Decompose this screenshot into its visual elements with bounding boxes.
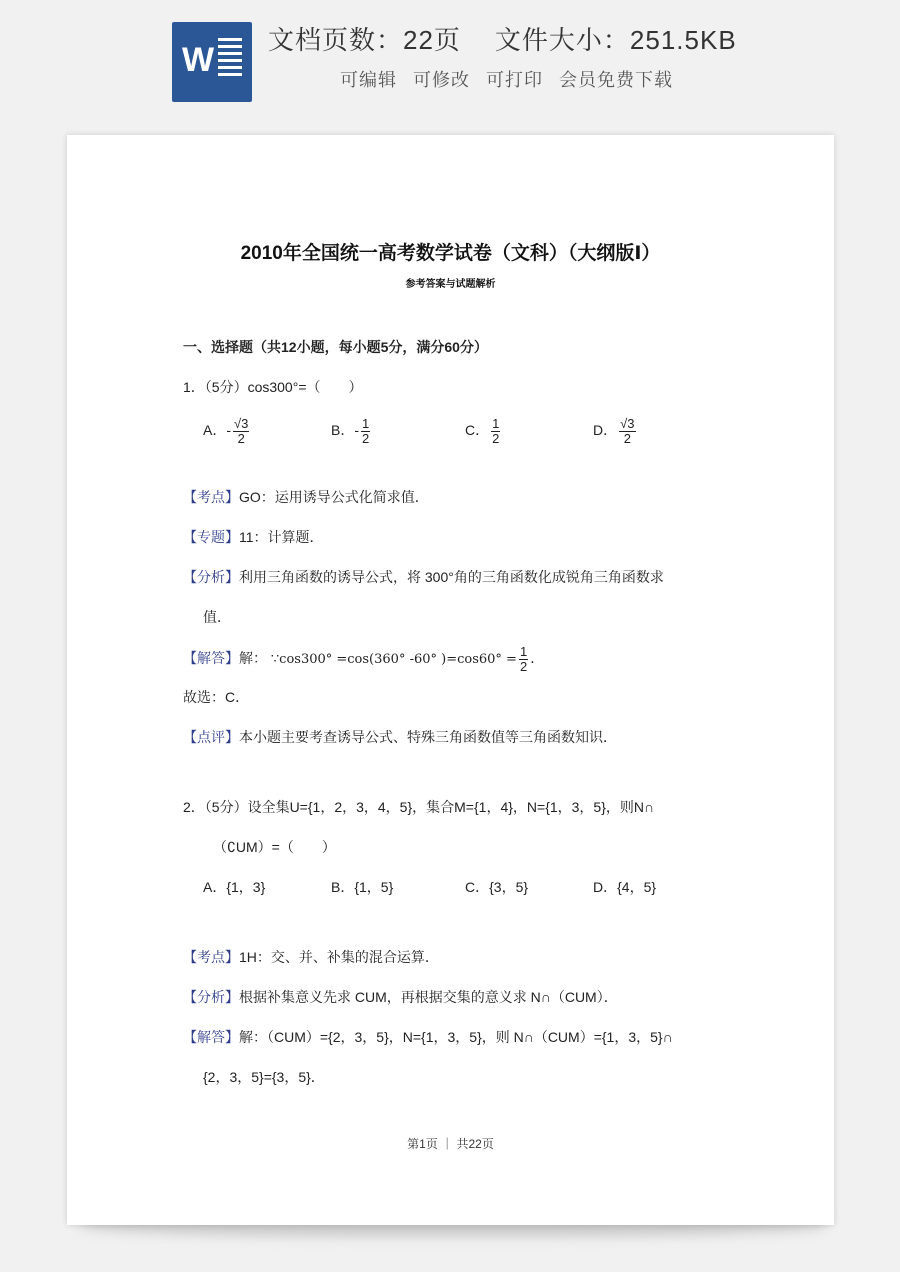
feature-list <box>340 66 683 92</box>
question-1-stem: 1．（5分）cos300°=（ ） <box>183 379 363 395</box>
q2-option-d: D．{4，5} <box>593 879 657 895</box>
q2-kaodian: 【考点】1H：交、并、补集的混合运算． <box>183 949 439 965</box>
page-count: 文档页数：22页 <box>268 25 461 55</box>
feature-printable: 可打印 <box>486 70 544 90</box>
document-subtitle: 参考答案与试题解析 <box>405 279 496 290</box>
q2-jieda-cont: {2，3，5}={3，5}． <box>203 1069 325 1085</box>
document-lines-icon <box>218 38 242 80</box>
fraction: $\frac{√3}{2}$ <box>234 415 249 446</box>
q1-zhuanti: 【专题】11：计算题． <box>183 529 324 545</box>
fraction: $\frac{√3}{2}$ <box>620 415 635 446</box>
q1-fenxi-cont: 值． <box>203 609 231 625</box>
word-document-icon <box>172 22 252 102</box>
word-logo-letter: W <box>182 41 215 79</box>
q2-option-b: B．{1，5} <box>331 879 394 895</box>
section-heading: 一、选择题（共12小题，每小题5分，满分60分） <box>183 339 488 355</box>
question-2-stem: 2．（5分）设全集U={1，2，3，4，5}，集合M={1，4}，N={1，3，5}，则N∩ <box>183 799 655 815</box>
fraction: $\frac{1}{2}$ <box>362 415 370 446</box>
fraction: $\frac{1}{2}$ <box>492 415 500 446</box>
q1-jieda: 【解答】解： ∵cos300° =cos(360° -60° )=cos60° = $\frac{1}{2}$ ． <box>183 643 545 674</box>
q1-answer: 故选：C． <box>183 689 250 705</box>
document-page <box>67 135 834 1225</box>
q1-dianping: 【点评】本小题主要考查诱导公式、特殊三角函数值等三角函数知识． <box>183 729 617 745</box>
q2-option-a: A．{1，3} <box>203 879 266 895</box>
file-size: 文件大小：251.5KB <box>494 25 737 55</box>
q1-kaodian: 【考点】GO：运用诱导公式化简求值． <box>183 489 429 505</box>
q1-option-a: A．- $\frac{√3}{2}$ <box>203 415 249 446</box>
download-banner <box>0 0 900 120</box>
q1-option-d: D． $\frac{√3}{2}$ <box>593 415 635 446</box>
page-footer: 第1页 ｜ 共22页 <box>407 1137 494 1151</box>
q1-fenxi: 【分析】利用三角函数的诱导公式，将 300°角的三角函数化成锐角三角函数求 <box>183 569 664 585</box>
q1-option-c: C． $\frac{1}{2}$ <box>465 415 500 446</box>
question-2-stem-cont: （∁UM）=（ ） <box>213 839 336 855</box>
q1-option-b: B．- $\frac{1}{2}$ <box>331 415 370 446</box>
feature-member-download: 会员免费下载 <box>559 70 674 90</box>
banner-title <box>268 20 737 57</box>
feature-editable: 可编辑 <box>340 70 397 90</box>
q2-fenxi: 【分析】根据补集意义先求 CUM，再根据交集的意义求 N∩（CUM）． <box>183 989 618 1005</box>
q2-option-c: C．{3，5} <box>465 879 529 895</box>
fraction: $\frac{1}{2}$ <box>519 643 528 674</box>
q2-jieda: 【解答】解：（CUM）={2，3，5}，N={1，3，5}，则 N∩（CUM）={1，3，5}∩ <box>183 1029 673 1045</box>
document-title: 2010年全国统一高考数学试卷（文科）（大纲版Ⅰ） <box>240 243 661 264</box>
feature-modifiable: 可修改 <box>413 70 471 90</box>
